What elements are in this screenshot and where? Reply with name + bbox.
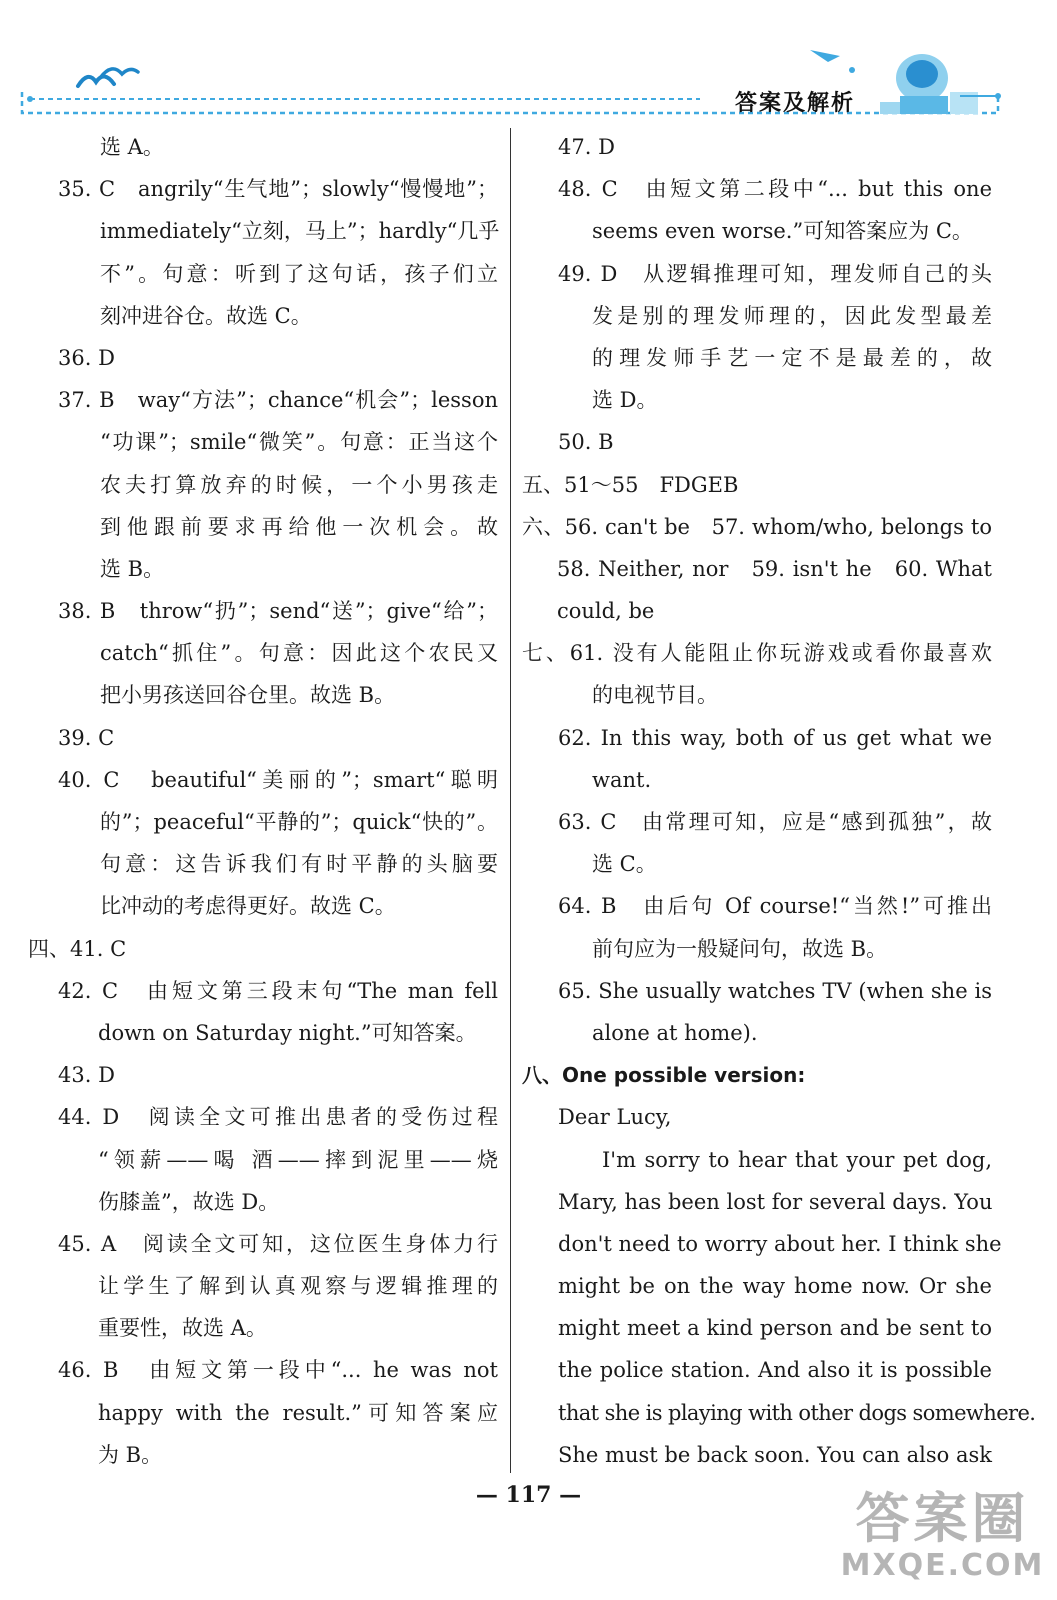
text-line: 到他跟前要求再给他一次机会。故	[100, 514, 498, 539]
text-line: 38. B throw“扔”；send“送”；give“给”；	[58, 599, 498, 624]
text-line: 35. C angrily“生气地”；slowly“慢慢地”；	[58, 177, 498, 202]
text-line: 46. B 由短文第一段中“... he was not	[58, 1358, 498, 1383]
text-line: 选 D。	[592, 388, 658, 413]
text-line: 八、One possible version:	[522, 1063, 806, 1088]
text-line: “功课”；smile“微笑”。句意：正当这个	[100, 430, 498, 455]
right-column	[522, 126, 1036, 1476]
text-line: She must be back soon. You can also ask	[558, 1442, 992, 1467]
watermark-logo	[835, 1474, 1050, 1592]
text-line: 六、56. can't be 57. whom/who, belongs to	[522, 514, 992, 539]
text-line: 39. C	[58, 725, 115, 750]
text-line: Dear Lucy,	[558, 1105, 672, 1130]
text-line: the police station. And also it is possible	[558, 1358, 992, 1383]
text-line: might meet a kind person and be sent to	[558, 1316, 992, 1341]
text-line: 比冲动的考虑得更好。故选 C。	[100, 894, 396, 919]
text-line: 不”。句意：听到了这句话，孩子们立	[100, 261, 498, 286]
text-line: 前句应为一般疑问句，故选 B。	[592, 936, 888, 961]
text-line: 48. C 由短文第二段中“... but this one	[558, 177, 992, 202]
text-line: down on Saturday night.”可知答案。	[98, 1020, 477, 1045]
column-divider	[510, 128, 511, 1473]
text-line: 四、41. C	[28, 936, 127, 961]
text-line: catch“抓住”。句意：因此这个农民又	[100, 641, 498, 666]
text-line: I'm sorry to hear that your pet dog,	[602, 1147, 992, 1172]
text-line: “领薪——喝 酒——摔到泥里——烧	[98, 1147, 498, 1172]
text-line: 42. C 由短文第三段末句“The man fell	[58, 978, 498, 1003]
header-title: 答案及解析	[735, 91, 856, 116]
text-line: 47. D	[558, 135, 615, 159]
watermark-title: 答案圈	[855, 1487, 1030, 1550]
text-line: 40. C beautiful“美丽的”；smart“聪明	[58, 767, 498, 792]
text-line: 63. C 由常理可知，应是“感到孤独”，故	[558, 810, 992, 834]
text-line: 49. D 从逻辑推理可知，理发师自己的头	[558, 261, 992, 286]
left-column	[28, 126, 498, 1476]
text-line: 选 C。	[592, 852, 657, 877]
text-line: 句意：这告诉我们有时平静的头脑要	[100, 852, 498, 877]
text-line: 七、61. 没有人能阻止你玩游戏或看你最喜欢	[522, 641, 992, 666]
text-line: 让学生了解到认真观察与逻辑推理的	[98, 1274, 498, 1299]
text-line: 58. Neither, nor 59. isn't he 60. What	[557, 556, 992, 581]
text-line: Mary, has been lost for several days. You	[558, 1189, 993, 1214]
text-line: want.	[592, 767, 652, 792]
text-line: 发是别的理发师理的，因此发型最差	[592, 303, 992, 328]
text-line: 刻冲进谷仓。故选 C。	[100, 303, 312, 328]
page-header	[0, 0, 1057, 135]
header-decoration	[0, 0, 1057, 135]
text-line: 的电视节目。	[592, 683, 718, 708]
text-line: don't need to worry about her. I think she	[558, 1231, 1002, 1256]
watermark-url: MXQE.COM	[840, 1548, 1045, 1583]
text-line: alone at home).	[592, 1020, 758, 1045]
text-line: 45. A 阅读全文可知，这位医生身体力行	[58, 1231, 498, 1256]
page-number: — 117 —	[475, 1482, 582, 1508]
text-line: 的”；peaceful“平静的”；quick“快的”。	[100, 810, 498, 834]
text-line: seems even worse.”可知答案应为 C。	[592, 219, 973, 244]
text-line: 44. D 阅读全文可推出患者的受伤过程	[58, 1105, 498, 1130]
text-line: 36. D	[58, 345, 115, 370]
text-line: 为 B。	[98, 1442, 163, 1467]
text-line: could, be	[557, 599, 655, 624]
text-line: 选 A。	[100, 135, 164, 159]
text-line: 选 B。	[100, 556, 165, 581]
text-line: 的理发师手艺一定不是最差的，故	[592, 345, 992, 370]
text-line: might be on the way home now. Or she	[558, 1274, 992, 1299]
text-line: 65. She usually watches TV (when she is	[558, 978, 992, 1003]
text-line: 把小男孩送回谷仓里。故选 B。	[100, 683, 396, 708]
text-line: 农夫打算放弃的时候，一个小男孩走	[100, 472, 498, 497]
text-line: 重要性，故选 A。	[98, 1316, 267, 1341]
text-line: 64. B 由后句 Of course!“当然!”可推出	[558, 894, 992, 919]
text-line: that she is playing with other dogs somewhere.	[558, 1400, 1036, 1425]
text-line: 43. D	[58, 1063, 115, 1088]
text-line: 五、51～55 FDGEB	[522, 472, 739, 497]
text-line: 37. B way“方法”；chance“机会”；lesson	[58, 388, 498, 413]
text-line: 62. In this way, both of us get what we	[558, 725, 992, 750]
text-line: 50. B	[558, 430, 614, 455]
text-line: happy with the result.”可知答案应	[98, 1400, 498, 1425]
text-line: 伤膝盖”，故选 D。	[98, 1189, 280, 1214]
text-line: immediately“立刻，马上”；hardly“几乎	[100, 219, 500, 244]
